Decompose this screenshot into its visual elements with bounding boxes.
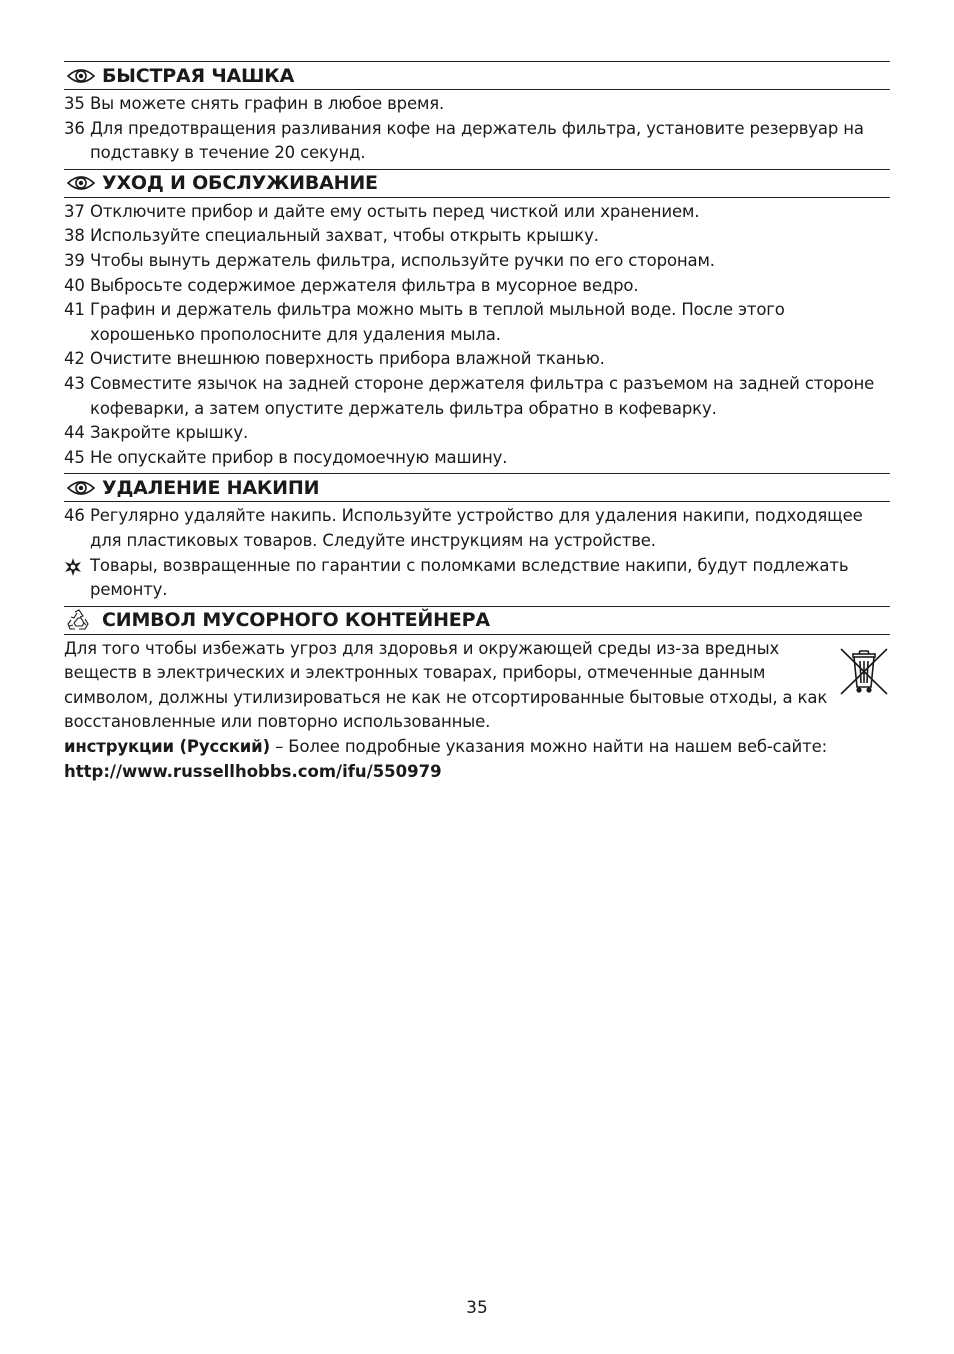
list-item bbox=[64, 421, 890, 446]
list-item bbox=[64, 274, 890, 299]
list-item bbox=[64, 92, 890, 117]
eye-icon bbox=[66, 478, 96, 498]
instructions-url[interactable]: http://www.russellhobbs.com/ifu/550979 bbox=[64, 761, 442, 781]
section-header-care bbox=[64, 169, 890, 198]
list-item bbox=[64, 200, 890, 225]
item-text: Чтобы вынуть держатель фильтра, используйте ручки по его сторонам. bbox=[90, 250, 715, 270]
item-text: Используйте специальный захват, чтобы открыть крышку. bbox=[90, 226, 599, 246]
item-number: 41 bbox=[64, 300, 85, 320]
section-title: БЫСТРАЯ ЧАШКА bbox=[102, 64, 295, 87]
item-number: 37 bbox=[64, 201, 85, 221]
item-text: Отключите прибор и дайте ему остыть перед чисткой или хранением. bbox=[90, 201, 700, 221]
list-item bbox=[64, 117, 890, 166]
item-number: 36 bbox=[64, 118, 85, 138]
recycle-icon bbox=[66, 610, 96, 630]
section-list bbox=[64, 198, 890, 474]
item-number: 42 bbox=[64, 349, 85, 369]
section-title: УДАЛЕНИЕ НАКИПИ bbox=[102, 476, 320, 499]
item-number: 40 bbox=[64, 275, 85, 295]
page-number: 35 bbox=[466, 1298, 488, 1318]
instructions-label: инструкции (Русский) bbox=[64, 737, 270, 757]
section-title: УХОД И ОБСЛУЖИВАНИЕ bbox=[102, 172, 378, 195]
item-text: Регулярно удаляйте накипь. Используйте устройство для удаления накипи, подходящее для пластиковых товаров. Следуйте инструкциям на устройстве. bbox=[90, 506, 863, 550]
section-header-waste-symbol bbox=[64, 606, 890, 635]
section-list bbox=[64, 90, 890, 169]
instructions-text: – Более подробные указания можно найти на нашем веб-сайте: bbox=[269, 737, 827, 757]
list-item bbox=[64, 446, 890, 471]
item-text: Для предотвращения разливания кофе на держатель фильтра, установите резервуар на подставку в течение 20 секунд. bbox=[90, 118, 864, 163]
list-item bbox=[64, 504, 890, 553]
list-item bbox=[64, 372, 890, 421]
section-header-descaling bbox=[64, 473, 890, 502]
item-number: 39 bbox=[64, 250, 85, 270]
item-number: 35 bbox=[64, 94, 85, 113]
section-header-quick-cup bbox=[64, 61, 890, 90]
item-text: Очистите внешнюю поверхность прибора влажной тканью. bbox=[90, 349, 605, 369]
warning-note bbox=[64, 554, 890, 603]
item-text: Не опускайте прибор в посудомоечную машину. bbox=[90, 447, 508, 467]
eye-icon bbox=[66, 66, 96, 86]
section-title: СИМВОЛ МУСОРНОГО КОНТЕЙНЕРА bbox=[102, 609, 490, 632]
warning-star-icon bbox=[64, 558, 82, 576]
instructions-line bbox=[64, 735, 890, 760]
list-item bbox=[64, 298, 890, 347]
weee-paragraph: Для того чтобы избежать угроз для здоровья и окружающей среды из-за вредных веществ в электрических и электронных товарах, приборы, отмеченные данным символом, должны утилизироваться не как не отсортированные бытовые отходы, а как восстановленные или повторно использованные. bbox=[64, 638, 828, 732]
eye-icon bbox=[66, 173, 96, 193]
note-text: Товары, возвращенные по гарантии с поломками вследствие накипи, будут подлежать ремонту. bbox=[90, 555, 849, 600]
item-text: Вы можете снять графин в любое время. bbox=[90, 94, 445, 113]
item-number: 46 bbox=[64, 506, 85, 526]
crossed-bin-icon bbox=[838, 645, 890, 697]
item-number: 45 bbox=[64, 447, 85, 467]
list-item bbox=[64, 224, 890, 249]
section-list bbox=[64, 502, 890, 605]
weee-block bbox=[64, 635, 890, 735]
list-item bbox=[64, 347, 890, 372]
item-text: Совместите язычок на задней стороне держателя фильтра с разъемом на задней стороне кофеварки, а затем опустите держатель фильтра обратно в кофеварку. bbox=[90, 373, 875, 418]
item-number: 43 bbox=[64, 373, 85, 393]
item-text: Выбросьте содержимое держателя фильтра в мусорное ведро. bbox=[90, 275, 639, 295]
item-number: 44 bbox=[64, 423, 85, 443]
page-content bbox=[64, 61, 890, 784]
item-text: Графин и держатель фильтра можно мыть в теплой мыльной воде. После этого хорошенько прополосните для удаления мыла. bbox=[90, 300, 785, 344]
list-item bbox=[64, 249, 890, 274]
item-number: 38 bbox=[64, 226, 85, 246]
item-text: Закройте крышку. bbox=[90, 423, 249, 443]
